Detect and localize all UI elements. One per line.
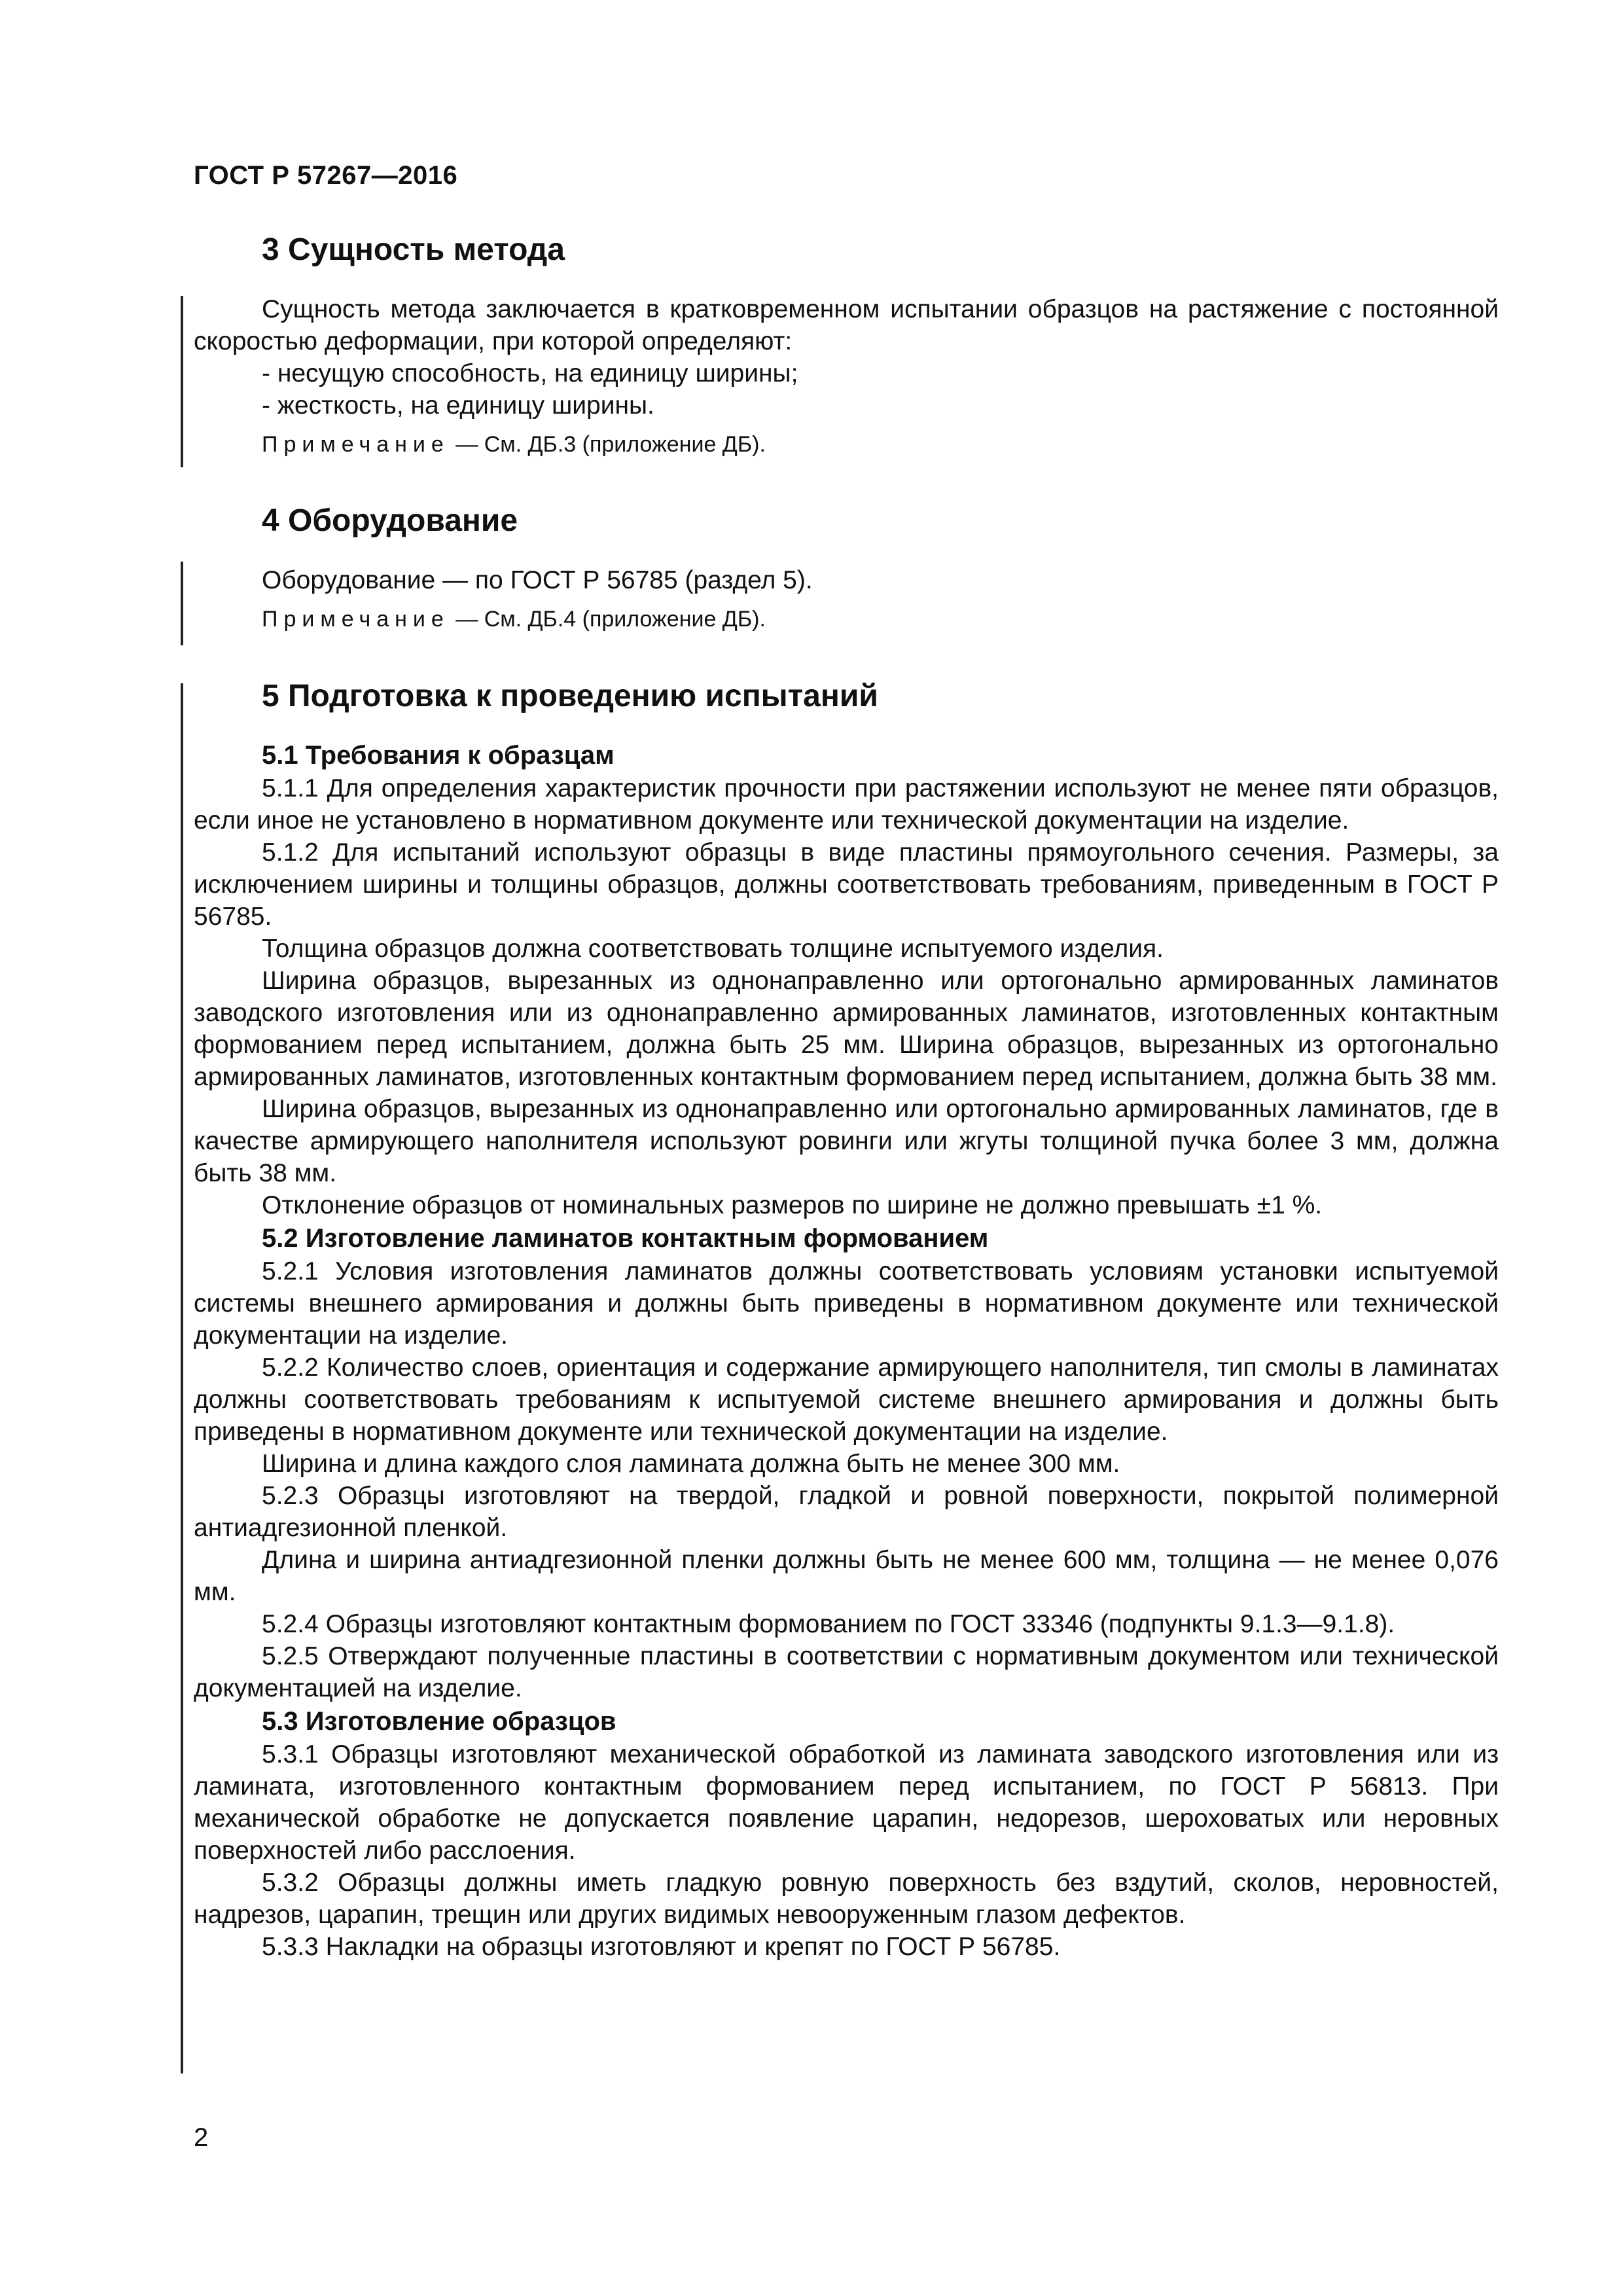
subsection-5-3-title: 5.3 Изготовление образцов (262, 1707, 616, 1736)
page-number: 2 (194, 2123, 209, 2152)
change-bar-section-5 (181, 683, 183, 2073)
paragraph-layer-size: Ширина и длина каждого слоя ламината должна быть не менее 300 мм. (262, 1450, 1120, 1478)
section-4-note (194, 604, 1499, 634)
paragraph-5-1-1: 5.1.1 Для определения характеристик прочности при растяжении используют не менее пяти образцов, если иное не установлено в нормативном документе или технической документации на изделие. (194, 774, 1499, 834)
paragraph-tolerance: Отклонение образцов от номинальных размеров по ширине не должно превышать ±1 %. (262, 1191, 1323, 1219)
paragraph-5-2-5: 5.2.5 Отверждают полученные пластины в соответствии с нормативным документом или технической документацией на изделие. (194, 1642, 1499, 1702)
change-bar-section-4 (181, 562, 183, 645)
section-3 (194, 230, 1499, 459)
section-4-paragraph: Оборудование — по ГОСТ Р 56785 (раздел 5). (262, 566, 813, 594)
section-3-list-item-2: - жесткость, на единицу ширины. (262, 391, 654, 420)
section-3-note (194, 429, 1499, 459)
paragraph-5-1-2: 5.1.2 Для испытаний используют образцы в виде пластины прямоугольного сечения. Размеры, за исключением ширины и толщины образцов, должны соответствовать требованиям, приведенным в ГОСТ Р 56785. (194, 838, 1499, 931)
paragraph-5-3-1: 5.3.1 Образцы изготовляют механической обработкой из ламината заводского изготовления или из ламината, изготовленного контактным формованием перед испытанием, по ГОСТ Р 56813. При механической обработке не допускается появление царапин, недорезов, шероховатых или неровных поверхностей либо расслоения. (194, 1740, 1499, 1865)
paragraph-width-38: Ширина образцов, вырезанных из однонаправленно или ортогонально армированных ламинатов, где в качестве армирующего наполнителя используют ровинги или жгуты толщиной пучка более 3 мм, должна быть 38 мм. (194, 1095, 1499, 1187)
subsection-5-2-title: 5.2 Изготовление ламинатов контактным формованием (262, 1224, 989, 1253)
note-text: — См. ДБ.3 (приложение ДБ). (449, 432, 766, 457)
change-bar-section-3 (181, 296, 183, 467)
paragraph-film-size: Длина и ширина антиадгезионной пленки должны быть не менее 600 мм, толщина — не менее 0,076 мм. (194, 1546, 1499, 1606)
paragraph-5-2-1: 5.2.1 Условия изготовления ламинатов должны соответствовать условиям установки испытуемой системы внешнего армирования и должны быть приведены в нормативном документе или технической документации на изделие. (194, 1257, 1499, 1350)
note-text: — См. ДБ.4 (приложение ДБ). (449, 607, 766, 632)
paragraph-5-2-4: 5.2.4 Образцы изготовляют контактным формованием по ГОСТ 33346 (подпункты 9.1.3—9.1.8). (262, 1610, 1395, 1638)
subsection-5-1-title: 5.1 Требования к образцам (262, 741, 615, 770)
note-label: Примечание (262, 432, 450, 457)
section-3-paragraph: Сущность метода заключается в кратковременном испытании образцов на растяжение с постоянной скоростью деформации, при которой определяют: (194, 295, 1499, 355)
section-5 (194, 677, 1499, 1963)
paragraph-thickness: Толщина образцов должна соответствовать толщине испытуемого изделия. (262, 935, 1164, 963)
section-5-title: 5 Подготовка к проведению испытаний (262, 679, 878, 713)
paragraph-width-25: Ширина образцов, вырезанных из однонаправленно или ортогонально армированных ламинатов заводского изготовления или из однонаправленно армированных ламинатов, изготовленных контактным формованием перед испытанием, должна быть 25 мм. Ширина образцов, вырезанных из ортогонально армированных ламинатов, изготовленных контактным формованием перед испытанием, должна быть 38 мм. (194, 967, 1499, 1091)
paragraph-5-3-2: 5.3.2 Образцы должны иметь гладкую ровную поверхность без вздутий, сколов, неровностей, надрезов, царапин, трещин или других видимых невооруженным глазом дефектов. (194, 1869, 1499, 1929)
section-4 (194, 501, 1499, 634)
document-code-header: ГОСТ Р 57267—2016 (194, 161, 458, 190)
paragraph-5-2-2: 5.2.2 Количество слоев, ориентация и содержание армирующего наполнителя, тип смолы в ламинатах должны соответствовать требованиям к испытуемой системе внешнего армирования и должны быть приведены в нормативном документе или технической документации на изделие. (194, 1354, 1499, 1446)
paragraph-5-2-3: 5.2.3 Образцы изготовляют на твердой, гладкой и ровной поверхности, покрытой полимерной антиадгезионной пленкой. (194, 1482, 1499, 1542)
paragraph-5-3-3: 5.3.3 Накладки на образцы изготовляют и крепят по ГОСТ Р 56785. (262, 1933, 1061, 1961)
section-3-title: 3 Сущность метода (262, 232, 565, 267)
section-4-title: 4 Оборудование (262, 503, 518, 538)
note-label: Примечание (262, 607, 450, 632)
section-3-list-item-1: - несущую способность, на единицу ширины; (262, 359, 798, 387)
